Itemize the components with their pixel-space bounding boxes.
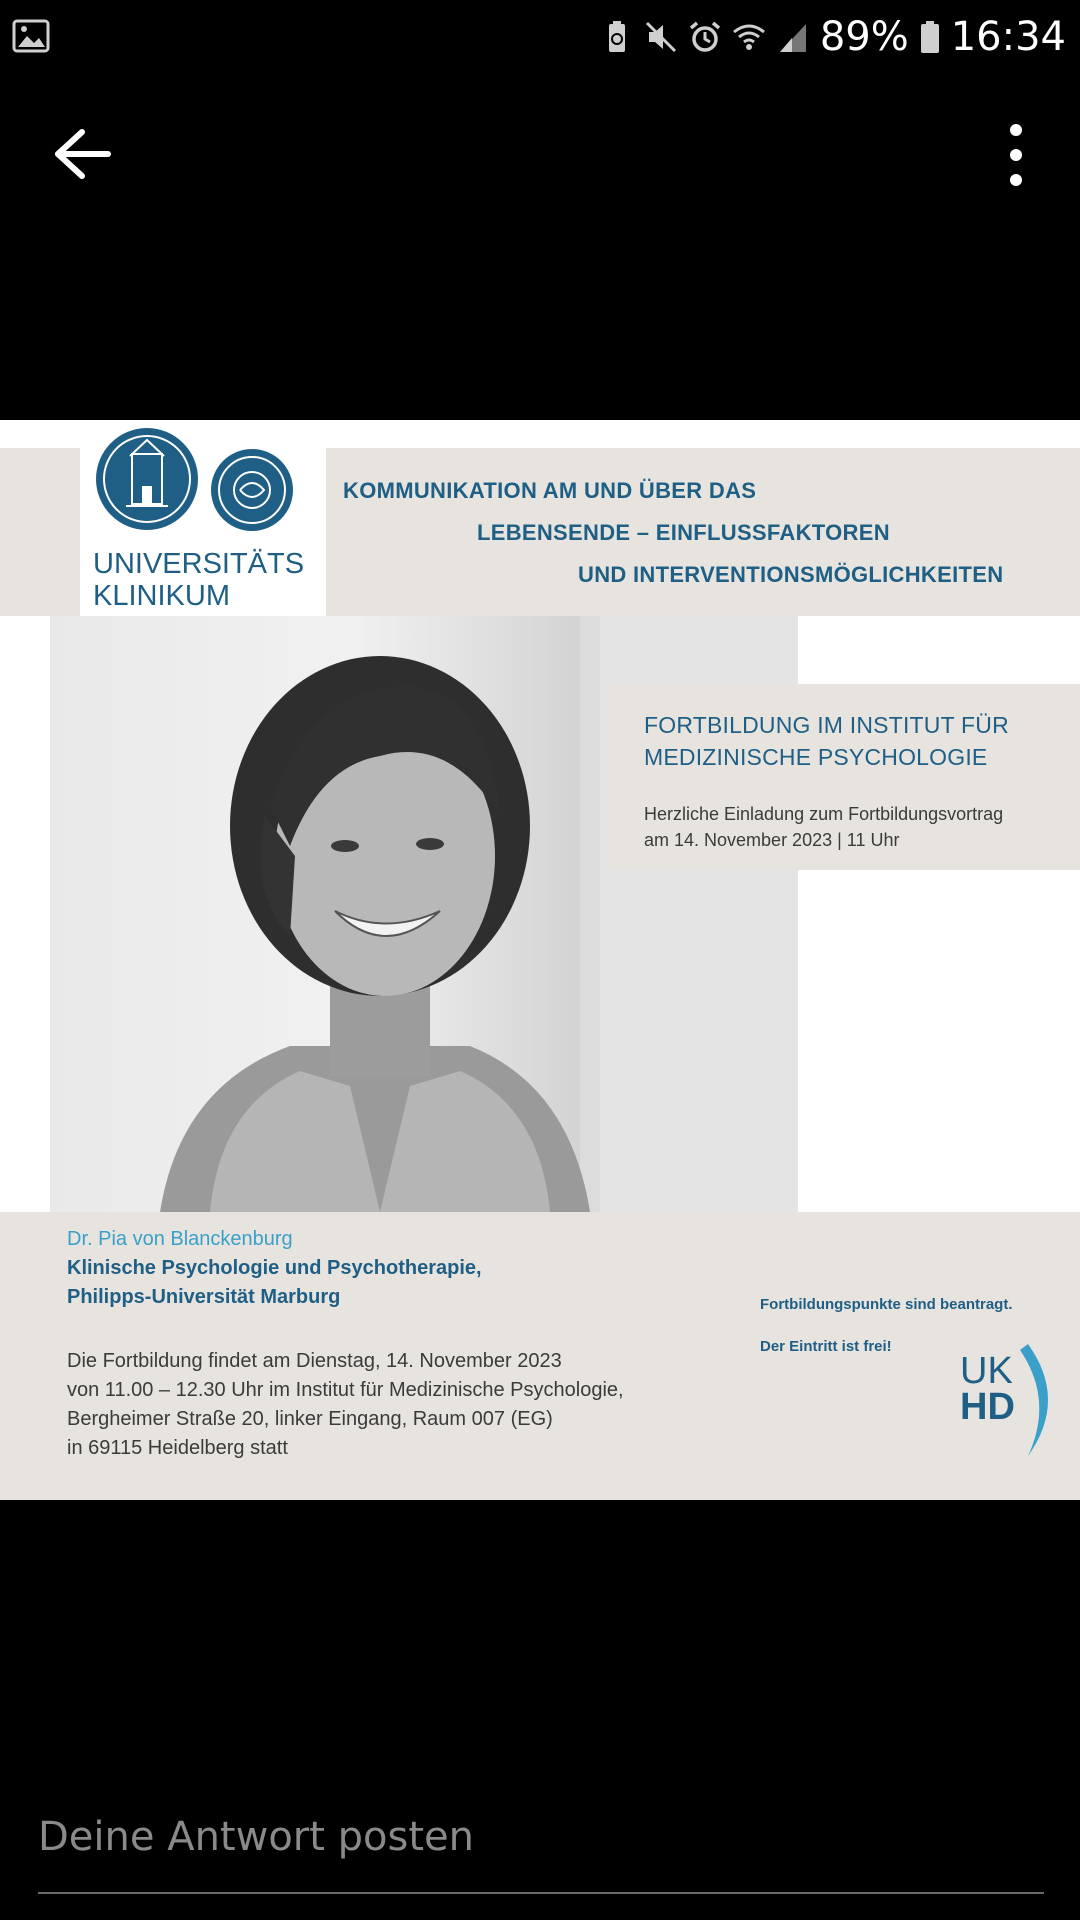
ukhd-logo-line-1: UK: [960, 1350, 1013, 1392]
battery-saver-icon: [600, 20, 634, 54]
ukhd-logo: [958, 1340, 1054, 1460]
info-text-line-2: am 14. November 2023 | 11 Uhr: [644, 830, 900, 850]
info-heading-line-1: FORTBILDUNG IM INSTITUT FÜR: [644, 712, 1009, 738]
battery-percent: 89%: [819, 14, 909, 60]
details-line-3: Bergheimer Straße 20, linker Eingang, Raum 007 (EG): [67, 1408, 553, 1430]
clock-time: 16:34: [950, 14, 1066, 60]
alarm-icon: [688, 20, 722, 54]
event-info-box: [608, 684, 1080, 870]
details-line-1: Die Fortbildung findet am Dienstag, 14. November 2023: [67, 1350, 562, 1372]
info-heading-line-2: MEDIZINISCHE PSYCHOLOGIE: [644, 744, 988, 770]
mute-icon: [644, 20, 678, 54]
hospital-seal-icon: [210, 448, 294, 532]
reply-underline: [38, 1892, 1044, 1894]
event-poster-image[interactable]: [0, 420, 1080, 1500]
arrow-left-icon[interactable]: [46, 122, 116, 186]
speaker-dept-line-1: Klinische Psychologie und Psychotherapie,: [67, 1257, 482, 1279]
more-vertical-icon[interactable]: [988, 120, 1044, 190]
battery-icon: [919, 20, 941, 54]
image-icon: [12, 18, 50, 54]
poster-title-line-3: UND INTERVENTIONSMÖGLICHKEITEN: [578, 562, 1004, 587]
info-text-line-1: Herzliche Einladung zum Fortbildungsvortrag: [644, 804, 1004, 824]
details-line-4: in 69115 Heidelberg statt: [67, 1437, 288, 1459]
poster-title-line-1: KOMMUNIKATION AM UND ÜBER DAS: [343, 478, 757, 503]
signal-icon: [776, 20, 810, 54]
reply-placeholder: Deine Antwort posten: [38, 1814, 474, 1860]
points-note: Fortbildungspunkte sind beantragt.: [760, 1296, 1013, 1313]
app-bar: [0, 100, 1080, 210]
university-seal-icon: [94, 426, 200, 532]
status-bar: [0, 0, 1080, 72]
free-entry-note: Der Eintritt ist frei!: [760, 1338, 892, 1355]
logo-line-2: KLINIKUM: [93, 580, 230, 612]
wifi-icon: [732, 20, 766, 54]
speaker-dept-line-2: Philipps-Universität Marburg: [67, 1286, 341, 1308]
reply-input[interactable]: [38, 1814, 1044, 1894]
speaker-name: Dr. Pia von Blanckenburg: [67, 1228, 293, 1250]
logo-line-1: UNIVERSITÄTS: [93, 548, 305, 580]
details-line-2: von 11.00 – 12.30 Uhr im Institut für Medizinische Psychologie,: [67, 1379, 624, 1401]
ukhd-logo-line-2: HD: [960, 1386, 1015, 1428]
poster-title-line-2: LEBENSENDE – EINFLUSSFAKTOREN: [477, 520, 890, 545]
poster-footer-band: [0, 1212, 1080, 1500]
